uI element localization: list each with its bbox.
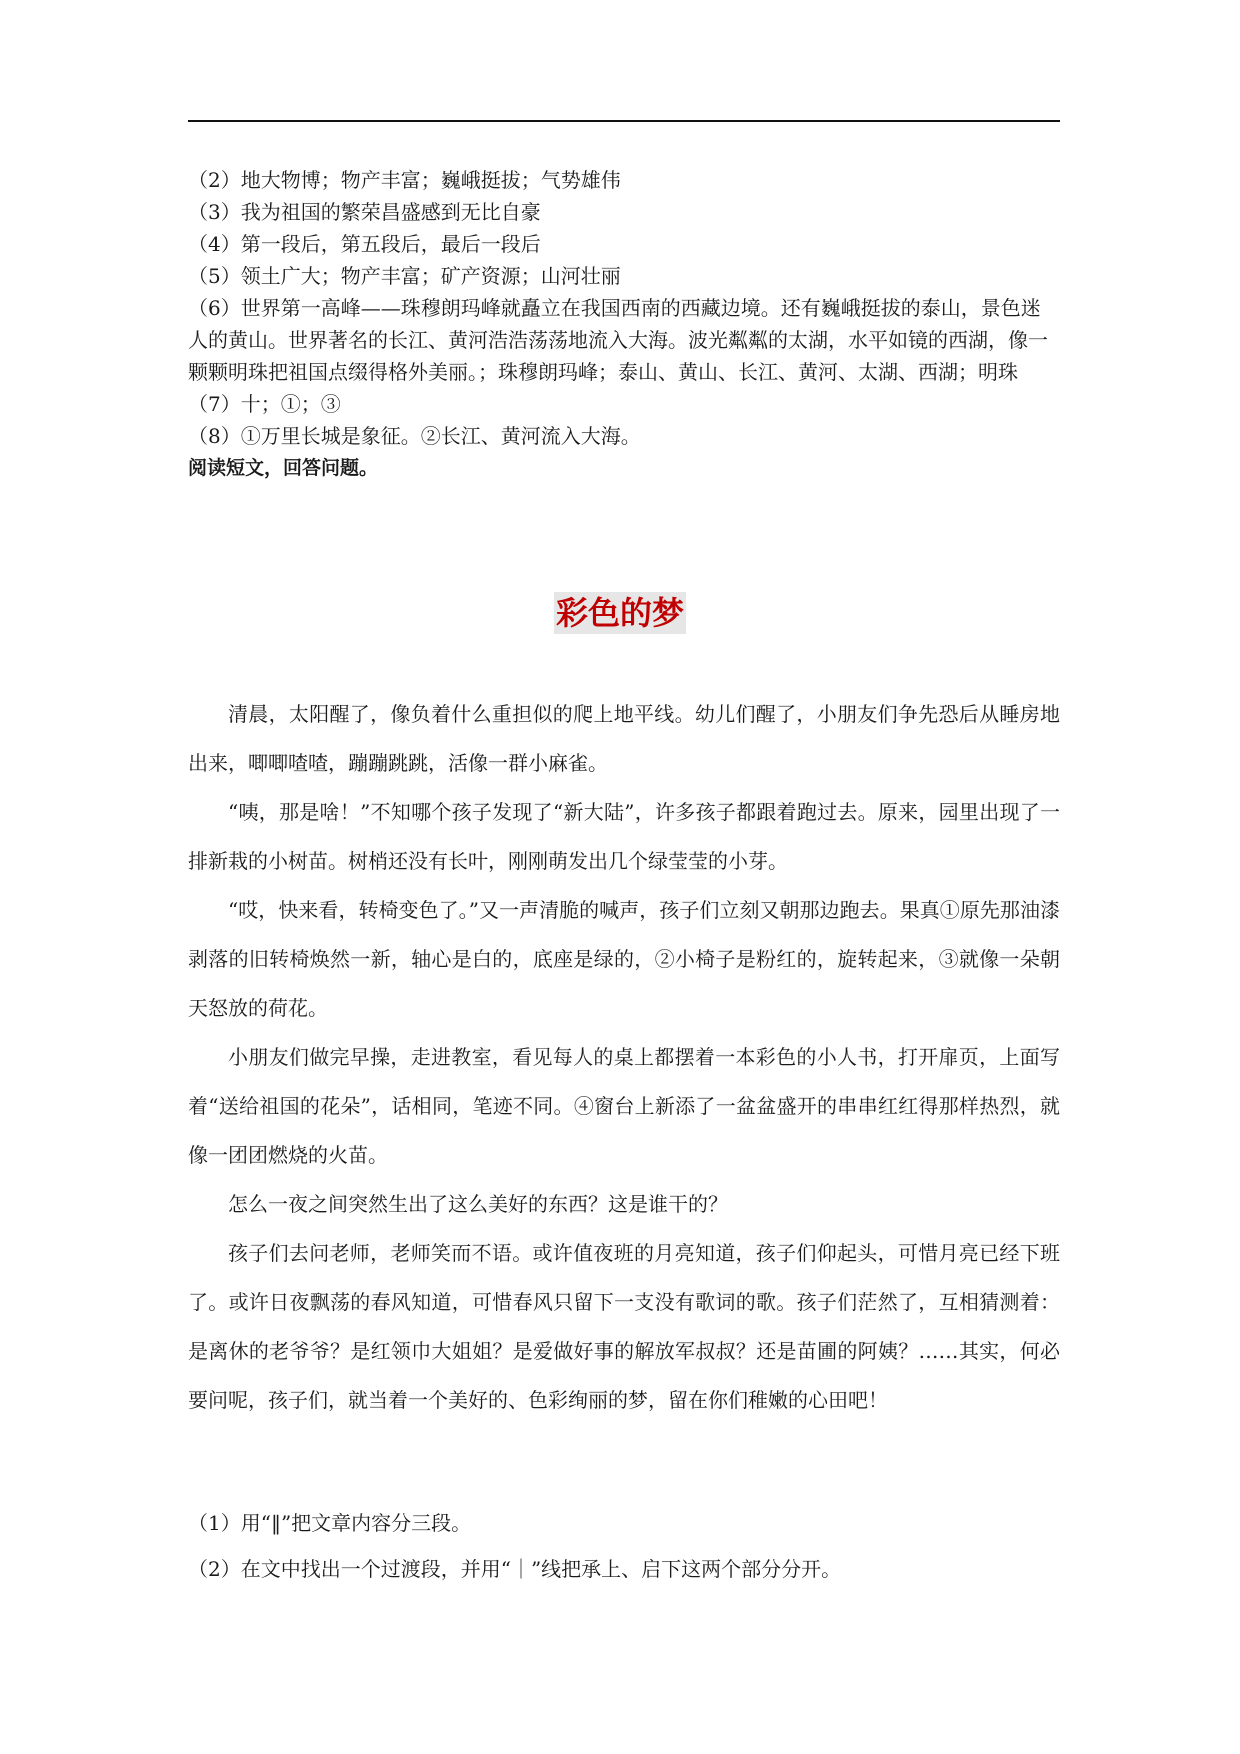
question-list <box>188 1500 1060 1592</box>
question-item-1: （1）用“‖”把文章内容分三段。 <box>188 1511 472 1535</box>
article-paragraph-6: 孩子们去问老师，老师笑而不语。或许值夜班的月亮知道，孩子们仰起头，可惜月亮已经下班了。或许日夜飘荡的春风知道，可惜春风只留下一支没有歌词的歌。孩子们茫然了，互相猜测着：是离休的老爷爷？是红领巾大姐姐？是爱做好事的解放军叔叔？还是苗圃的阿姨？……其实，何必要问呢，孩子们，就当着一个美好的、色彩绚丽的梦，留在你们稚嫩的心田吧！ <box>188 1241 1060 1412</box>
article-paragraph-1: 清晨，太阳醒了，像负着什么重担似的爬上地平线。幼儿们醒了，小朋友们争先恐后从睡房地出来，唧唧喳喳，蹦蹦跳跳，活像一群小麻雀。 <box>188 702 1060 775</box>
article-paragraph-2: “咦，那是啥！”不知哪个孩子发现了“新大陆”，许多孩子都跟着跑过去。原来，园里出现了一排新栽的小树苗。树梢还没有长叶，刚刚萌发出几个绿莹莹的小芽。 <box>188 800 1060 873</box>
answer-item-3: （3）我为祖国的繁荣昌盛感到无比自豪 <box>188 200 541 224</box>
article-paragraph-3: “哎，快来看，转椅变色了。”又一声清脆的喊声，孩子们立刻又朝那边跑去。果真①原先那油漆剥落的旧转椅焕然一新，轴心是白的，底座是绿的，②小椅子是粉红的，旋转起来，③就像一朵朝天怒放的荷花。 <box>188 898 1060 1020</box>
answer-item-5: （5）领土广大；物产丰富；矿产资源；山河壮丽 <box>188 264 621 288</box>
question-item-2: （2）在文中找出一个过渡段，并用“｜”线把承上、启下这两个部分分开。 <box>188 1557 842 1581</box>
article-body <box>188 690 1060 1425</box>
header-rule <box>188 120 1060 122</box>
answer-item-7: （7）十；①；③ <box>188 392 341 416</box>
article-title: 彩色的梦 <box>555 594 684 632</box>
answer-item-4: （4）第一段后，第五段后，最后一段后 <box>188 232 541 256</box>
article-title-container <box>0 592 1240 634</box>
article-paragraph-4: 小朋友们做完早操，走进教室，看见每人的桌上都摆着一本彩色的小人书，打开扉页，上面写着“送给祖国的花朵”，话相同，笔迹不同。④窗台上新添了一盆盆盛开的串串红红得那样热烈，就像一团团燃烧的火苗。 <box>188 1045 1060 1167</box>
article-paragraph-5: 怎么一夜之间突然生出了这么美好的东西？这是谁干的？ <box>228 1192 728 1216</box>
answer-item-6: （6）世界第一高峰——珠穆朗玛峰就矗立在我国西南的西藏边境。还有巍峨挺拔的泰山，景色迷人的黄山。世界著名的长江、黄河浩浩荡荡地流入大海。波光粼粼的太湖，水平如镜的西湖，像一颗颗明珠把祖国点缀得格外美丽。；珠穆朗玛峰；泰山、黄山、长江、黄河、太湖、西湖；明珠 <box>188 296 1048 384</box>
answer-item-2: （2）地大物博；物产丰富；巍峨挺拔；气势雄伟 <box>188 168 621 192</box>
answer-list <box>188 164 1060 484</box>
answer-item-8: （8）①万里长城是象征。②长江、黄河流入大海。 <box>188 424 641 448</box>
reading-instruction: 阅读短文，回答问题。 <box>188 457 379 479</box>
